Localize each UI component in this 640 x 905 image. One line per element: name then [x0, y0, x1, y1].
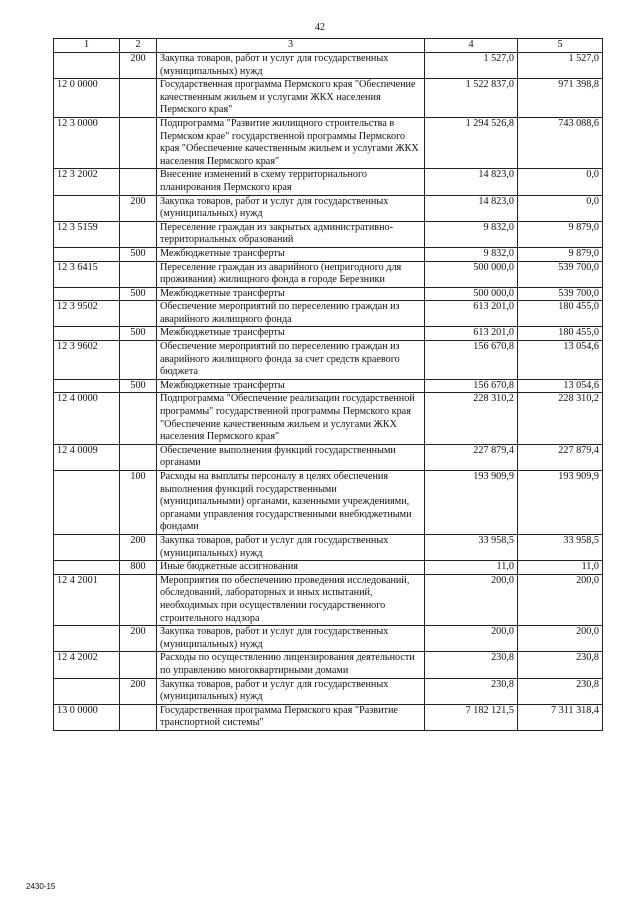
expense-type-cell	[120, 301, 157, 327]
expense-type-cell: 200	[120, 626, 157, 652]
expense-type-cell	[120, 652, 157, 678]
amount-col5-cell: 227 879,4	[518, 444, 603, 470]
amount-col5-cell: 33 958,5	[518, 534, 603, 560]
amount-col4-cell: 613 201,0	[425, 301, 518, 327]
expense-type-cell	[120, 221, 157, 247]
name-cell: Межбюджетные трансферты	[157, 287, 425, 301]
expense-type-cell	[120, 117, 157, 168]
code-cell: 12 0 0000	[54, 79, 120, 118]
amount-col4-cell: 1 522 837,0	[425, 79, 518, 118]
table-row	[54, 117, 603, 168]
name-cell: Закупка товаров, работ и услуг для государственных (муниципальных) нужд	[157, 534, 425, 560]
name-cell: Мероприятия по обеспечению проведения исследований, обследований, лабораторных и иных испытаний, необходимых при осуществлении государственного строительного надзора	[157, 574, 425, 625]
expense-type-cell	[120, 341, 157, 380]
code-cell: 12 3 9502	[54, 301, 120, 327]
amount-col5-cell: 743 088,6	[518, 117, 603, 168]
amount-col5-cell: 180 455,0	[518, 301, 603, 327]
amount-col4-cell: 613 201,0	[425, 327, 518, 341]
expense-type-cell	[120, 79, 157, 118]
expense-type-cell: 800	[120, 561, 157, 575]
code-cell	[54, 195, 120, 221]
name-cell: Обеспечение мероприятий по переселению граждан из аварийного жилищного фонда	[157, 301, 425, 327]
header-col-5: 5	[518, 39, 603, 53]
table-row	[54, 652, 603, 678]
expense-type-cell	[120, 393, 157, 444]
table-row	[54, 704, 603, 730]
amount-col5-cell: 193 909,9	[518, 471, 603, 535]
page-number: 42	[315, 22, 325, 33]
amount-col5-cell: 539 700,0	[518, 287, 603, 301]
expense-type-cell: 500	[120, 379, 157, 393]
name-cell: Расходы на выплаты персоналу в целях обеспечения выполнения функций государственными (муниципальными) органами, казенными учреждениями, органами управления государственными внебюджетными фондами	[157, 471, 425, 535]
code-cell	[54, 247, 120, 261]
amount-col4-cell: 14 823,0	[425, 169, 518, 195]
name-cell: Государственная программа Пермского края "Обеспечение качественным жильем и услугами ЖКХ населения Пермского края"	[157, 79, 425, 118]
expense-type-cell	[120, 444, 157, 470]
amount-col5-cell: 180 455,0	[518, 327, 603, 341]
name-cell: Переселение граждан из закрытых административно-территориальных образований	[157, 221, 425, 247]
code-cell: 13 0 0000	[54, 704, 120, 730]
expense-type-cell: 500	[120, 287, 157, 301]
code-cell: 12 4 2001	[54, 574, 120, 625]
amount-col4-cell: 230,8	[425, 652, 518, 678]
table-row	[54, 561, 603, 575]
table-row	[54, 221, 603, 247]
table-body	[54, 53, 603, 731]
amount-col4-cell: 14 823,0	[425, 195, 518, 221]
table-row	[54, 626, 603, 652]
table-row	[54, 261, 603, 287]
table-row	[54, 471, 603, 535]
amount-col4-cell: 500 000,0	[425, 261, 518, 287]
amount-col4-cell: 7 182 121,5	[425, 704, 518, 730]
name-cell: Закупка товаров, работ и услуг для государственных (муниципальных) нужд	[157, 626, 425, 652]
amount-col4-cell: 200,0	[425, 626, 518, 652]
expense-type-cell	[120, 169, 157, 195]
name-cell: Обеспечение выполнения функций государственными органами	[157, 444, 425, 470]
name-cell: Закупка товаров, работ и услуг для государственных (муниципальных) нужд	[157, 678, 425, 704]
name-cell: Межбюджетные трансферты	[157, 247, 425, 261]
expense-type-cell: 200	[120, 195, 157, 221]
table-row	[54, 301, 603, 327]
table-row	[54, 379, 603, 393]
amount-col5-cell: 971 398,8	[518, 79, 603, 118]
header-col-1: 1	[54, 39, 120, 53]
name-cell: Внесение изменений в схему территориального планирования Пермского края	[157, 169, 425, 195]
table-row	[54, 341, 603, 380]
amount-col5-cell: 1 527,0	[518, 53, 603, 79]
code-cell	[54, 327, 120, 341]
header-col-2: 2	[120, 39, 157, 53]
table-header-row	[54, 39, 603, 53]
code-cell: 12 3 2002	[54, 169, 120, 195]
table-row	[54, 534, 603, 560]
amount-col4-cell: 156 670,8	[425, 379, 518, 393]
amount-col4-cell: 11,0	[425, 561, 518, 575]
amount-col5-cell: 11,0	[518, 561, 603, 575]
amount-col5-cell: 13 054,6	[518, 379, 603, 393]
amount-col4-cell: 228 310,2	[425, 393, 518, 444]
amount-col4-cell: 227 879,4	[425, 444, 518, 470]
code-cell	[54, 379, 120, 393]
code-cell: 12 4 0009	[54, 444, 120, 470]
code-cell: 12 3 5159	[54, 221, 120, 247]
amount-col4-cell: 500 000,0	[425, 287, 518, 301]
table-row	[54, 574, 603, 625]
table-row	[54, 53, 603, 79]
name-cell: Межбюджетные трансферты	[157, 379, 425, 393]
amount-col5-cell: 230,8	[518, 652, 603, 678]
expense-type-cell: 200	[120, 53, 157, 79]
name-cell: Обеспечение мероприятий по переселению граждан из аварийного жилищного фонда за счет средств краевого бюджета	[157, 341, 425, 380]
table-row	[54, 169, 603, 195]
amount-col5-cell: 13 054,6	[518, 341, 603, 380]
code-cell	[54, 534, 120, 560]
amount-col5-cell: 539 700,0	[518, 261, 603, 287]
amount-col5-cell: 230,8	[518, 678, 603, 704]
amount-col5-cell: 9 879,0	[518, 221, 603, 247]
code-cell: 12 3 6415	[54, 261, 120, 287]
amount-col5-cell: 0,0	[518, 169, 603, 195]
table-row	[54, 678, 603, 704]
code-cell: 12 4 2002	[54, 652, 120, 678]
table-row	[54, 247, 603, 261]
name-cell: Подпрограмма "Развитие жилищного строительства в Пермском крае" государственной программы Пермского края "Обеспечение качественным жильем и услугами ЖКХ населения Пермского края"	[157, 117, 425, 168]
amount-col4-cell: 1 527,0	[425, 53, 518, 79]
amount-col5-cell: 228 310,2	[518, 393, 603, 444]
amount-col5-cell: 7 311 318,4	[518, 704, 603, 730]
amount-col4-cell: 156 670,8	[425, 341, 518, 380]
table-row	[54, 79, 603, 118]
budget-table	[53, 38, 603, 731]
code-cell	[54, 561, 120, 575]
table-row	[54, 195, 603, 221]
expense-type-cell: 200	[120, 534, 157, 560]
amount-col4-cell: 9 832,0	[425, 247, 518, 261]
name-cell: Межбюджетные трансферты	[157, 327, 425, 341]
expense-type-cell: 500	[120, 327, 157, 341]
code-cell: 12 3 9602	[54, 341, 120, 380]
name-cell: Расходы по осуществлению лицензирования деятельности по управлению многоквартирными домами	[157, 652, 425, 678]
code-cell	[54, 678, 120, 704]
amount-col4-cell: 9 832,0	[425, 221, 518, 247]
name-cell: Иные бюджетные ассигнования	[157, 561, 425, 575]
code-cell: 12 3 0000	[54, 117, 120, 168]
name-cell: Государственная программа Пермского края "Развитие транспортной системы"	[157, 704, 425, 730]
table-row	[54, 327, 603, 341]
amount-col5-cell: 9 879,0	[518, 247, 603, 261]
expense-type-cell	[120, 261, 157, 287]
table-row	[54, 287, 603, 301]
name-cell: Переселение граждан из аварийного (непригодного для проживания) жилищного фонда в городе Березники	[157, 261, 425, 287]
code-cell	[54, 53, 120, 79]
expense-type-cell	[120, 704, 157, 730]
expense-type-cell: 500	[120, 247, 157, 261]
expense-type-cell: 200	[120, 678, 157, 704]
amount-col5-cell: 0,0	[518, 195, 603, 221]
amount-col4-cell: 1 294 526,8	[425, 117, 518, 168]
amount-col4-cell: 230,8	[425, 678, 518, 704]
name-cell: Подпрограмма "Обеспечение реализации государственной программы" государственной программы Пермского края "Обеспечение качественным жильем и услугами ЖКХ населения Пермского края"	[157, 393, 425, 444]
code-cell	[54, 287, 120, 301]
code-cell	[54, 471, 120, 535]
expense-type-cell: 100	[120, 471, 157, 535]
name-cell: Закупка товаров, работ и услуг для государственных (муниципальных) нужд	[157, 195, 425, 221]
footer-code: 2430-15	[26, 882, 56, 891]
header-col-4: 4	[425, 39, 518, 53]
header-col-3: 3	[157, 39, 425, 53]
table-row	[54, 393, 603, 444]
amount-col4-cell: 193 909,9	[425, 471, 518, 535]
code-cell	[54, 626, 120, 652]
expense-type-cell	[120, 574, 157, 625]
amount-col5-cell: 200,0	[518, 574, 603, 625]
table-row	[54, 444, 603, 470]
code-cell: 12 4 0000	[54, 393, 120, 444]
amount-col5-cell: 200,0	[518, 626, 603, 652]
amount-col4-cell: 200,0	[425, 574, 518, 625]
amount-col4-cell: 33 958,5	[425, 534, 518, 560]
name-cell: Закупка товаров, работ и услуг для государственных (муниципальных) нужд	[157, 53, 425, 79]
